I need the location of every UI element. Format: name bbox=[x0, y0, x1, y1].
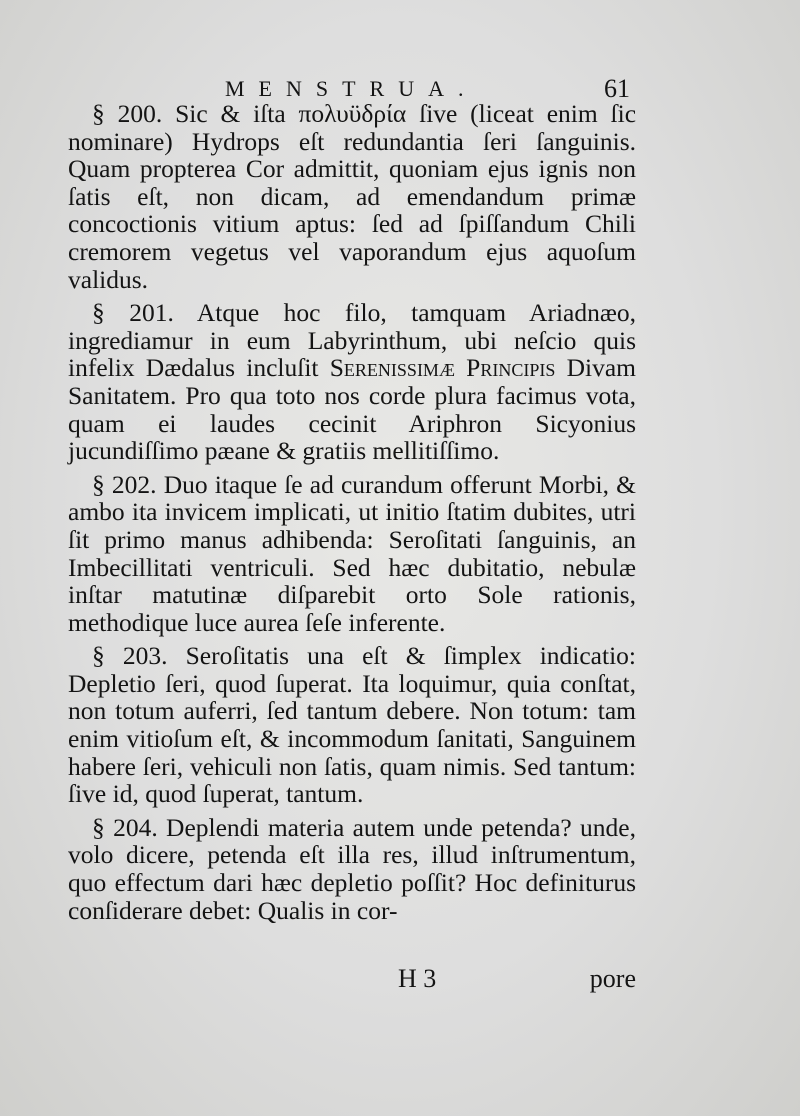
paragraph-text: Seroſitatis una eſt & ſimplex indicatio: Depletio ſeri, quod ſuperat. Ita loquimur, quia conſtat, non totum auferri, ſed tantum debere. Non totum: tam enim vitioſum eſt, & incommodum ſanitati, Sanguinem habere ſeri, vehiculi non ſatis, quam nimis. Sed tantum: ſive id, quod ſuperat, tantum. bbox=[68, 641, 637, 809]
page-number: 61 bbox=[604, 74, 630, 103]
section-number: § 200. bbox=[92, 99, 163, 128]
paragraph-200 bbox=[68, 100, 636, 293]
signature-mark: H 3 bbox=[398, 964, 437, 993]
section-number: § 203. bbox=[92, 641, 168, 671]
paragraph-text: Atque hoc filo, tamquam Ariadnæo, ingrediamur in eum Labyrinthum, ubi neſcio quis infelix Dædalus incluſit bbox=[68, 298, 637, 383]
section-number: § 201. bbox=[92, 298, 174, 328]
paragraph-204 bbox=[68, 814, 636, 924]
catchword: pore bbox=[589, 964, 636, 993]
paragraph-202 bbox=[68, 471, 636, 637]
paragraph-text: Duo itaque ſe ad curandum offerunt Morbi, & ambo ita invicem implicati, ut initio ſtatim dubites, utri ſit primo manus adhibenda: Seroſitati ſanguinis, an Imbecillitati ventriculi. Sed hæc dubitatio, nebulæ inſtar matutinæ diſparebit orto Sole rationis, methodique luce aurea ſeſe inferente. bbox=[68, 469, 637, 637]
paragraph-text: Divam Sanitatem. Pro qua toto nos corde plura facimus vota, quam ei laudes cecinit Ariphron Sicyonius jucundiſſimo pæane & gratiis mellitiſſimo. bbox=[68, 353, 637, 466]
small-caps-name: Serenissimæ Principis bbox=[329, 353, 556, 383]
paragraph-text: Sic & iſta πολυϋδρία ſive (liceat enim ſic nominare) Hydrops eſt redundantia ſeri ſanguinis. Quam propterea Cor admittit, quoniam ejus ignis non ſatis eſt, non dicam, ad emendandum primæ concoctionis vitium aptus: ſed ad ſpiſſandum Chili cremorem vegetus vel vaporandum ejus aquoſum validus. bbox=[68, 99, 637, 294]
page-footer bbox=[68, 962, 636, 996]
paragraph-201 bbox=[68, 299, 636, 465]
section-number: § 204. bbox=[92, 812, 158, 842]
body-text bbox=[68, 100, 636, 930]
paragraph-203 bbox=[68, 642, 636, 808]
section-number: § 202. bbox=[92, 469, 157, 499]
running-title: MENSTRUA. bbox=[225, 76, 478, 101]
paragraph-text: Deplendi materia autem unde petenda? unde, volo dicere, petenda eſt illa res, illud inſtrumentum, quo effectum dari hæc depletio poſſit? Hoc definiturus conſiderare debet: Qualis in cor- bbox=[68, 812, 636, 925]
